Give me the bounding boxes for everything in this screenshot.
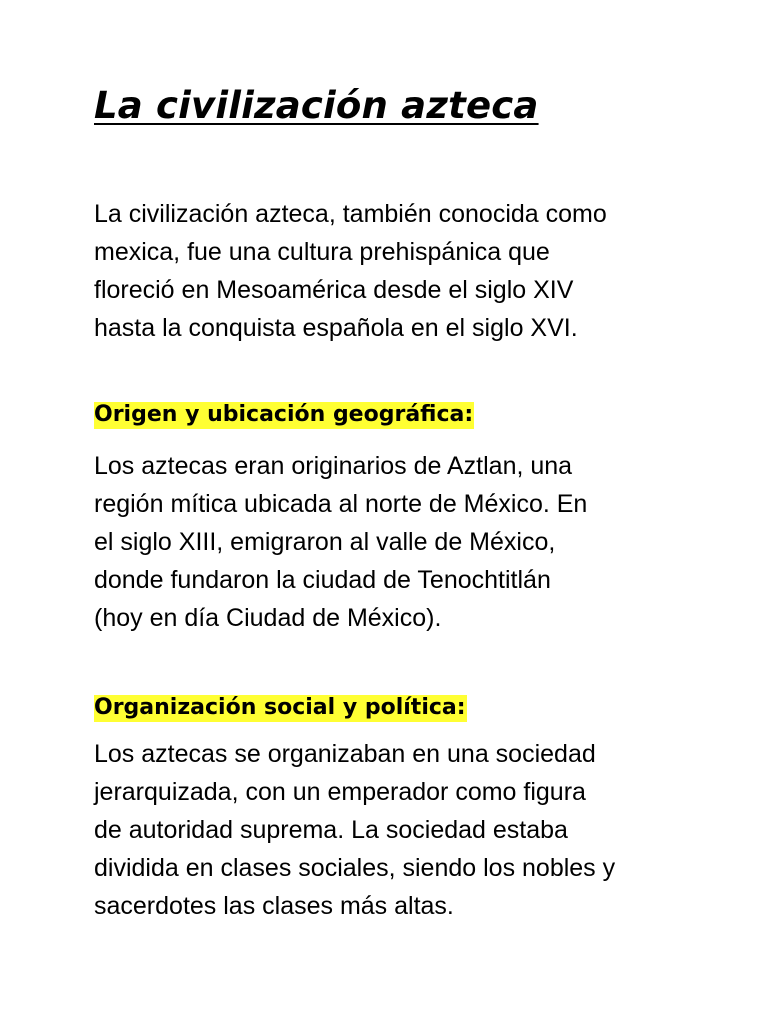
intro-paragraph: [94, 195, 714, 347]
highlighted-heading-text: Origen y ubicación geográfica:: [94, 402, 474, 427]
organization-line: dividida en clases sociales, siendo los nobles y: [94, 854, 616, 882]
origin-paragraph: [94, 447, 714, 637]
section-heading-organization: [94, 693, 467, 723]
document-title: La civilización azteca: [94, 84, 539, 127]
organization-line: de autoridad suprema. La sociedad estaba: [94, 816, 568, 844]
highlighted-heading-text: Organización social y política:: [94, 695, 466, 720]
origin-line: Los aztecas eran originarios de Aztlan, una: [94, 452, 573, 480]
origin-line: donde fundaron la ciudad de Tenochtitlán: [94, 566, 551, 594]
organization-paragraph: [94, 735, 714, 925]
intro-line: La civilización azteca, también conocida como: [94, 200, 607, 228]
organization-line: sacerdotes las clases más altas.: [94, 892, 454, 920]
intro-line: floreció en Mesoamérica desde el siglo XIV: [94, 276, 574, 304]
intro-line: hasta la conquista española en el siglo XVI.: [94, 314, 578, 342]
origin-line: región mítica ubicada al norte de México. En: [94, 490, 588, 518]
origin-line: (hoy en día Ciudad de México).: [94, 604, 442, 632]
origin-line: el siglo XIII, emigraron al valle de México,: [94, 528, 556, 556]
section-heading-origin: [94, 400, 474, 430]
organization-line: Los aztecas se organizaban en una sociedad: [94, 740, 596, 768]
intro-line: mexica, fue una cultura prehispánica que: [94, 238, 550, 266]
organization-line: jerarquizada, con un emperador como figura: [94, 778, 586, 806]
